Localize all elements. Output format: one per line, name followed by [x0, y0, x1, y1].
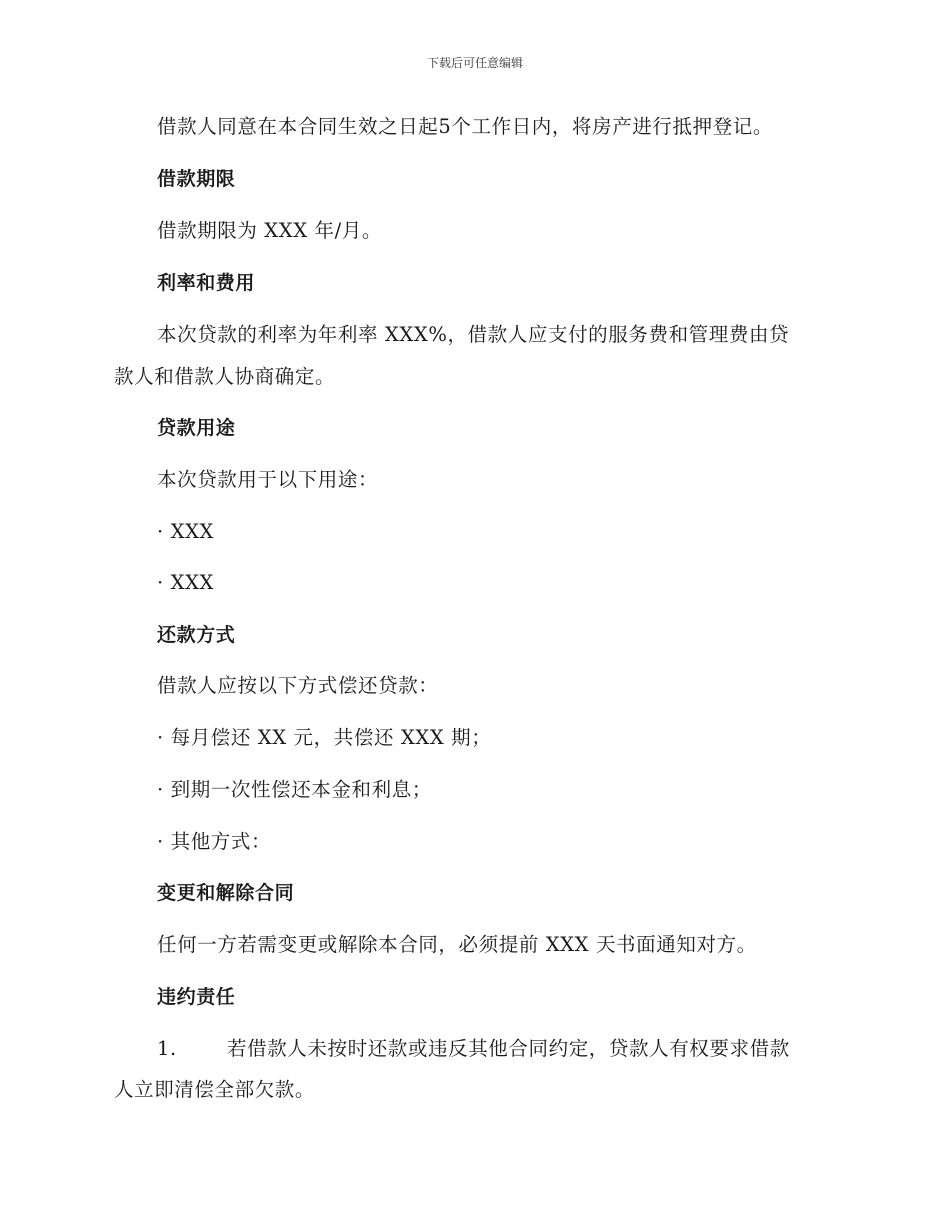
paragraph-breach-line-2: 人立即清偿全部欠款。 [114, 1078, 316, 1101]
list-item: · 到期一次性偿还本金和利息； [157, 778, 432, 801]
list-item: · XXX [157, 520, 215, 543]
paragraph-mortgage: 借款人同意在本合同生效之日起5个工作日内，将房产进行抵押登记。 [157, 115, 774, 138]
heading-loan-purpose: 贷款用途 [157, 417, 236, 439]
heading-loan-term: 借款期限 [157, 168, 236, 190]
breach-text: 若借款人未按时还款或违反其他合同约定，贷款人有权要求借款 [227, 1037, 790, 1060]
heading-rate-and-fees: 利率和费用 [157, 272, 256, 294]
list-item: · 每月偿还 XX 元，共偿还 XXX 期； [157, 726, 492, 749]
paragraph-repayment-method: 借款人应按以下方式偿还贷款： [157, 674, 439, 697]
list-number: 1. [157, 1037, 177, 1060]
heading-breach-liability: 违约责任 [157, 986, 236, 1008]
paragraph-change-termination: 任何一方若需变更或解除本合同，必须提前 XXX 天书面通知对方。 [157, 933, 757, 956]
paragraph-loan-term: 借款期限为 XXX 年/月。 [157, 219, 383, 242]
heading-repayment-method: 还款方式 [157, 624, 236, 646]
header-note: 下载后可任意编辑 [426, 56, 523, 70]
paragraph-loan-purpose: 本次贷款用于以下用途： [157, 468, 379, 491]
list-item: · XXX [157, 571, 215, 594]
list-item: · 其他方式： [157, 830, 272, 853]
paragraph-breach-line-1 [157, 1036, 877, 1062]
heading-change-termination: 变更和解除合同 [157, 882, 295, 904]
paragraph-rate-line-2: 款人和借款人协商确定。 [114, 365, 336, 388]
paragraph-rate-line-1: 本次贷款的利率为年利率 XXX%，借款人应支付的服务费和管理费由贷 [157, 323, 790, 346]
